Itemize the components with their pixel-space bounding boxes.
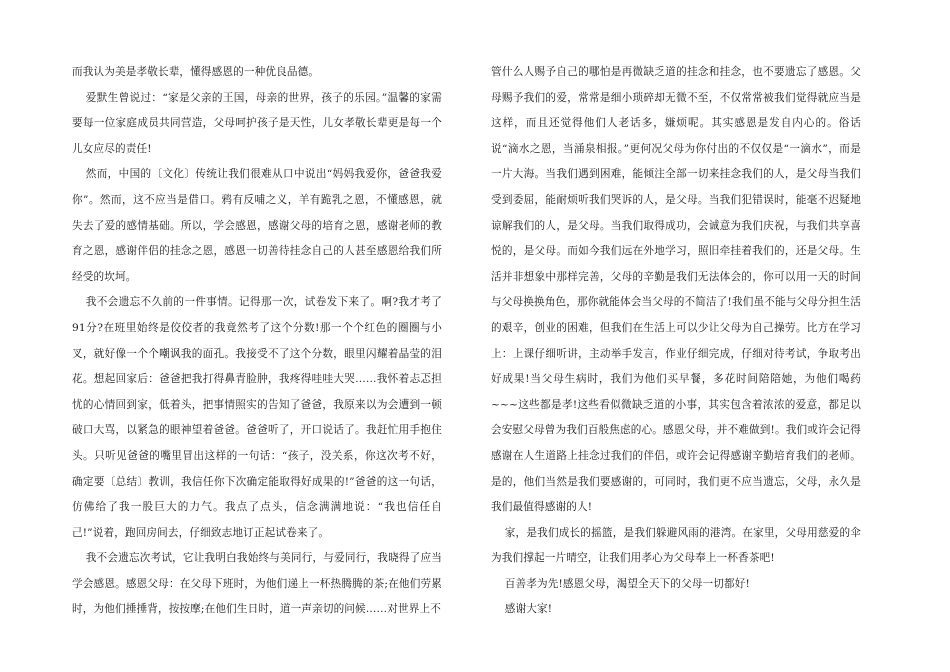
right-text-column: [491, 60, 861, 623]
paragraph: 百善孝为先!感恩父母，渴望全天下的父母一切都好!: [504, 577, 750, 590]
paragraph: 爱默生曾说过：“家是父亲的王国，母亲的世界，孩子的乐园。”温馨的家需要每一位家庭成员共同营造，父母呵护孩子是天性，儿女孝敬长辈更是每一个儿女应尽的责任!: [72, 91, 442, 155]
paragraph: 然而，中国的〔文化〕传统让我们很难从口中说出“妈妈我爱你，爸爸我爱你”。然而，这不应当是借口。鸦有反哺之义，羊有跪乳之恩，不懂感恩，就失去了爱的感情基础。所以，学会感恩，感谢父母的培育之恩，感谢老师的教育之恩，感谢伴侣的挂念之恩，感恩一切善待挂念自己的人甚至感恩给我们所经受的坎坷。: [72, 168, 442, 283]
paragraph: 管什么人赐予自己的哪怕是再微缺乏道的挂念和挂念，也不要遗忘了感恩。父母赐予我们的爱，常常是细小琐碎却无微不至，不仅常常被我们觉得就应当是这样，而且还觉得他们人老话多，嫌烦呢。其实感恩是发自内心的。俗话说“滴水之恩，当涌泉相报。”更何况父母为你付出的不仅仅是“一滴水”，而是一片大海。当我们遇到困难，能倾注全部一切来挂念我们的人，是父母当我们受到委屈，能耐烦听我们哭诉的人，是父母。当我们犯错误时，能毫不迟疑地谅解我们的人，是父母。当我们取得成功，会诚意为我们庆祝，与我们共享喜悦的，是父母。而如今我们远在外地学习，照旧牵挂着我们的，还是父母。生活并非想象中那样完善，父母的辛勤是我们无法体会的，你可以用一天的时间与父母换换角色，那你就能体会当父母的不简洁了!我们虽不能与父母分担生活的艰辛，创业的困难，但我们在生活上可以少让父母为自己操劳。比方在学习上：上课仔细听讲，主动举手发言，作业仔细完成，仔细对待考试，争取考出好成果!当父母生病时，我们为他们买早餐，多花时间陪陪她，为他们喝药~~~这些都是孝!这些看似微缺乏道的小事，其实包含着浓浓的爱意，都足以会安慰父母曾为我们百般焦虑的心。感恩父母，并不难做到!。我们或许会记得感谢在人生道路上挂念过我们的伴侣，或许会记得感谢辛勤培育我们的老师。是的，他们当然是我们要感谢的，可同时，我们更不应当遗忘，父母，永久是我们最值得感谢的人!: [491, 66, 861, 514]
paragraph: 而我认为美是孝敬长辈，懂得感恩的一种优良品德。: [72, 66, 320, 78]
paragraph: 家，是我们成长的摇篮，是我们躲避风雨的港湾。在家里，父母用慈爱的伞为我们撑起一片晴空，让我们用孝心为父母奉上一杯香茶吧!: [491, 526, 861, 565]
paragraph: 我不会遗忘不久前的一件事情。记得那一次，试卷发下来了。啊?我才考了91分?在班里始终是佼佼者的我竟然考了这个分数!那一个个红色的圈圈与小叉，就好像一个个嘲讽我的面孔。我接受不了这个分数，眼里闪耀着晶莹的泪花。想起回家后：爸爸把我打得鼻青脸肿，我疼得哇哇大哭……我怀着忐忑担忧的心情回到家，低着头，把事情照实的告知了爸爸，我原来以为会遭到一顿破口大骂，以紧急的眼神望着爸爸。爸爸听了，开口说话了。我赶忙用手抱住头。只听见爸爸的嘴里冒出这样的一句话：“孩子，没关系，你这次考不好，确定要〔总结〕教训，我信任你下次确定能取得好成果的!”爸爸的这一句话，仿佛给了我一股巨大的力气。我点了点头，信念满满地说：“我也信任自己!”说着，跑回房间去，仔细致志地订正起试卷来了。: [72, 296, 442, 539]
paragraph: 我不会遗忘次考试，它让我明白我始终与美同行，与爱同行，我晓得了应当学会感恩。感恩父母：在父母下班时，为他们递上一杯热腾腾的茶;在他们劳累时，为他们捶捶背，按按摩;在他们生日时，道一声亲切的问候……对世界上不: [72, 552, 442, 616]
left-text-column: [72, 60, 442, 623]
closing-line: 感谢大家!: [504, 603, 553, 616]
